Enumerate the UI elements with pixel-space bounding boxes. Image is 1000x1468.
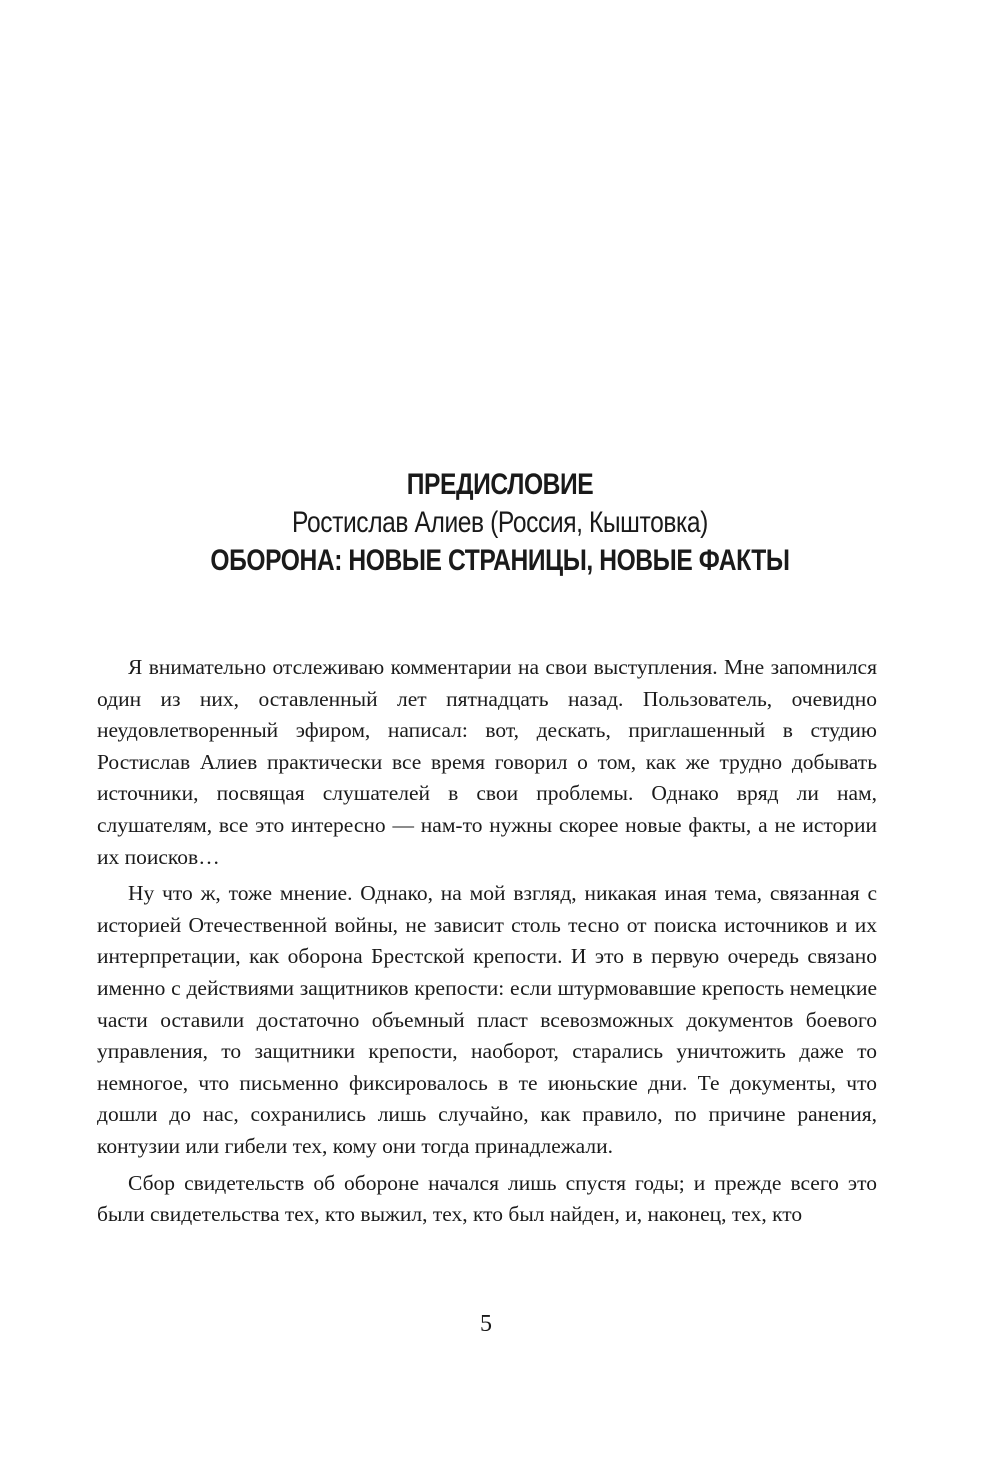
body-text xyxy=(97,652,877,1236)
chapter-label: ПРЕДИСЛОВИЕ xyxy=(406,468,594,501)
paragraph: Ну что ж, тоже мнение. Однако, на мой взгляд, никакая иная тема, связанная с историей Отечественной войны, не зависит столь тесно от поиска источников и их интерпретации, как оборона Брестской крепости. И это в первую очередь связано именно с действиями защитников крепости: если штурмовавшие крепость немецкие части оставили достаточно объемный пласт всевозможных документов боевого управления, то защитники крепости, наоборот, старались уничтожить даже то немногое, что письменно фиксировалось в те июньские дни. Те документы, что дошли до нас, сохранились лишь случайно, как правило, по причине ранения, контузии или гибели тех, кому они тогда принадлежали. xyxy=(97,881,877,1158)
paragraph: Сбор свидетельств об обороне начался лишь спустя годы; и прежде всего это были свидетельства тех, кто выжил, тех, кто был найден, и, наконец, тех, кто xyxy=(97,1170,877,1227)
section-title: ОБОРОНА: НОВЫЕ СТРАНИЦЫ, НОВЫЕ ФАКТЫ xyxy=(210,544,790,577)
author-line: Ростислав Алиев (Россия, Кыштовка) xyxy=(292,506,708,539)
paragraph: Я внимательно отслеживаю комментарии на свои выступления. Мне запомнился один из них, оставленный лет пятнадцать назад. Пользователь, очевидно неудовлетворенный эфиром, написал: вот, дескать, приглашенный в студию Ростислав Алиев практически все время говорил о том, как же трудно добывать источники, посвящая слушателей в свои проблемы. Однако вряд ли нам, слушателям, все это интересно — нам-то нужны скорее новые факты, а не истории их поисков… xyxy=(97,655,877,869)
chapter-heading xyxy=(0,466,1000,580)
page-number: 5 xyxy=(480,1311,492,1337)
